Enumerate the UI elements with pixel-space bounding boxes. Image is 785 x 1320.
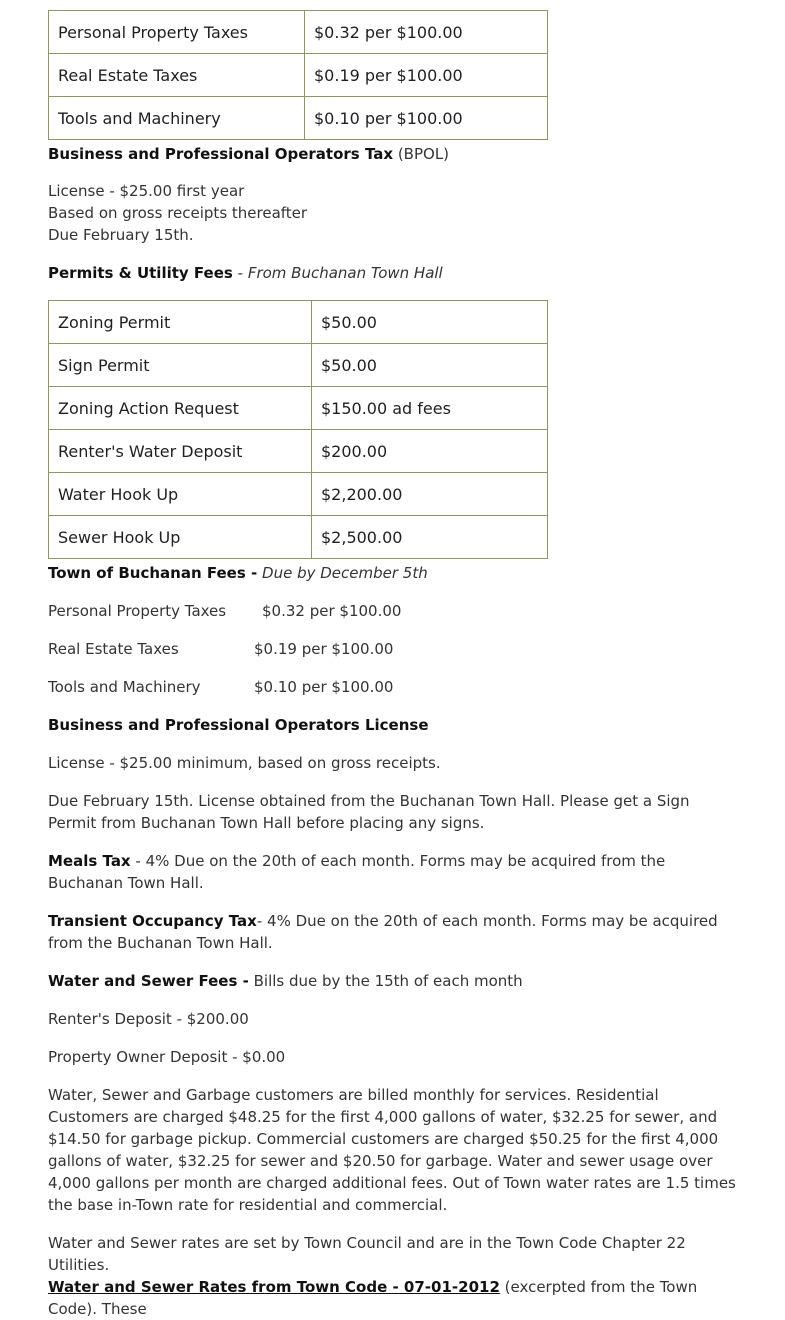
- permit-value: $50.00: [312, 301, 548, 344]
- rate-value: $0.10 per $100.00: [305, 97, 548, 140]
- transient-tax-text: - 4% Due on the 20th of each month. Forms may be acquired from the Buchanan Town Hall.: [48, 912, 718, 952]
- permits-heading-separator: -: [237, 264, 244, 282]
- town-rate-row: [48, 676, 738, 698]
- rate-label: Tools and Machinery: [49, 97, 305, 140]
- bpol-line-1: License - $25.00 first year: [48, 182, 245, 200]
- water-sewer-heading: [48, 970, 738, 992]
- town-fees-heading-bold: Town of Buchanan Fees -: [48, 564, 258, 582]
- table-row: [49, 54, 548, 97]
- table-row: [49, 516, 548, 559]
- permit-label: Renter's Water Deposit: [49, 430, 312, 473]
- town-rate-label: Personal Property Taxes: [48, 602, 227, 620]
- water-sewer-label: Water and Sewer Fees -: [48, 972, 249, 990]
- permit-value: $200.00: [312, 430, 548, 473]
- town-rate-value: $0.32 per $100.00: [262, 602, 402, 620]
- bpol-heading-suffix: (BPOL): [397, 145, 450, 163]
- bpol-line-3: Due February 15th.: [48, 226, 194, 244]
- renter-deposit: Renter's Deposit - $200.00: [48, 1010, 249, 1028]
- meals-tax-label: Meals Tax: [48, 852, 131, 870]
- permits-heading: [48, 262, 738, 284]
- owner-deposit: Property Owner Deposit - $0.00: [48, 1048, 286, 1066]
- permit-value: $2,200.00: [312, 473, 548, 516]
- town-rate-label: Real Estate Taxes: [48, 640, 179, 658]
- town-fees-heading: [48, 562, 738, 584]
- bpol-heading-bold: Business and Professional Operators Tax: [48, 145, 394, 163]
- billing-paragraph: Water, Sewer and Garbage customers are billed monthly for services. Residential Customers are charged $48.25 for the first 4,000 gallons of water, $32.25 for sewer, and $14.50 for garbage pickup. Commercial customers are charged $50.25 for the first 4,000 gallons of water, $32.25 for sewer and $20.50 for garbage. Water and sewer usage over 4,000 gallons per month are charged additional fees. Out of Town water rates are 1.5 times the base in-Town rate for residential and commercial.: [48, 1086, 736, 1214]
- permits-heading-italic: From Buchanan Town Hall: [247, 264, 443, 282]
- town-rate-row: [48, 600, 738, 622]
- permit-label: Sewer Hook Up: [49, 516, 312, 559]
- after-link-text: (excerpted from the Town Code). These: [48, 1278, 698, 1318]
- bpol-line-2: Based on gross receipts thereafter: [48, 204, 308, 222]
- bpol-heading: [48, 143, 738, 165]
- rate-label: Personal Property Taxes: [49, 11, 305, 54]
- bpol-license-heading: [48, 714, 738, 736]
- permit-label: Zoning Permit: [49, 301, 312, 344]
- bpol-license-line-2: Due February 15th. License obtained from the Buchanan Town Hall. Please get a Sign Permit from Buchanan Town Hall before placing any signs.: [48, 792, 690, 832]
- table-row: [49, 301, 548, 344]
- permit-label: Sign Permit: [49, 344, 312, 387]
- table-row: [49, 387, 548, 430]
- town-rate-label: Tools and Machinery: [48, 678, 201, 696]
- town-rate-value: $0.10 per $100.00: [254, 678, 394, 696]
- meals-tax-paragraph: [48, 850, 738, 894]
- permit-value: $150.00 ad fees: [312, 387, 548, 430]
- town-fees-heading-italic: Due by December 5th: [262, 564, 428, 582]
- bpol-license-line-1: License - $25.00 minimum, based on gross receipts.: [48, 754, 441, 772]
- table-row: [49, 97, 548, 140]
- bpol-license-heading-bold: Business and Professional Operators License: [48, 716, 429, 734]
- meals-tax-text: - 4% Due on the 20th of each month. Forms may be acquired from the Buchanan Town Hall.: [48, 852, 666, 892]
- county-rates-table: [48, 10, 548, 140]
- town-rate-value: $0.19 per $100.00: [254, 640, 394, 658]
- bpol-details: [48, 180, 738, 246]
- rates-paragraph: [48, 1232, 738, 1320]
- permits-heading-bold: Permits & Utility Fees: [48, 264, 233, 282]
- council-text: Water and Sewer rates are set by Town Council and are in the Town Code Chapter 22 Utilities.: [48, 1234, 686, 1274]
- table-row: [49, 473, 548, 516]
- rate-value: $0.19 per $100.00: [305, 54, 548, 97]
- permits-table: [48, 300, 548, 559]
- table-row: [49, 11, 548, 54]
- transient-tax-label: Transient Occupancy Tax: [48, 912, 257, 930]
- water-sewer-rates-link[interactable]: Water and Sewer Rates from Town Code - 07-01-2012: [48, 1278, 500, 1296]
- permit-label: Water Hook Up: [49, 473, 312, 516]
- permit-label: Zoning Action Request: [49, 387, 312, 430]
- rate-label: Real Estate Taxes: [49, 54, 305, 97]
- table-row: [49, 344, 548, 387]
- town-rate-row: [48, 638, 738, 660]
- water-sewer-text: Bills due by the 15th of each month: [248, 972, 523, 990]
- table-row: [49, 430, 548, 473]
- transient-tax-paragraph: [48, 910, 738, 954]
- permit-value: $2,500.00: [312, 516, 548, 559]
- rate-value: $0.32 per $100.00: [305, 11, 548, 54]
- permit-value: $50.00: [312, 344, 548, 387]
- page-content: [48, 10, 738, 1320]
